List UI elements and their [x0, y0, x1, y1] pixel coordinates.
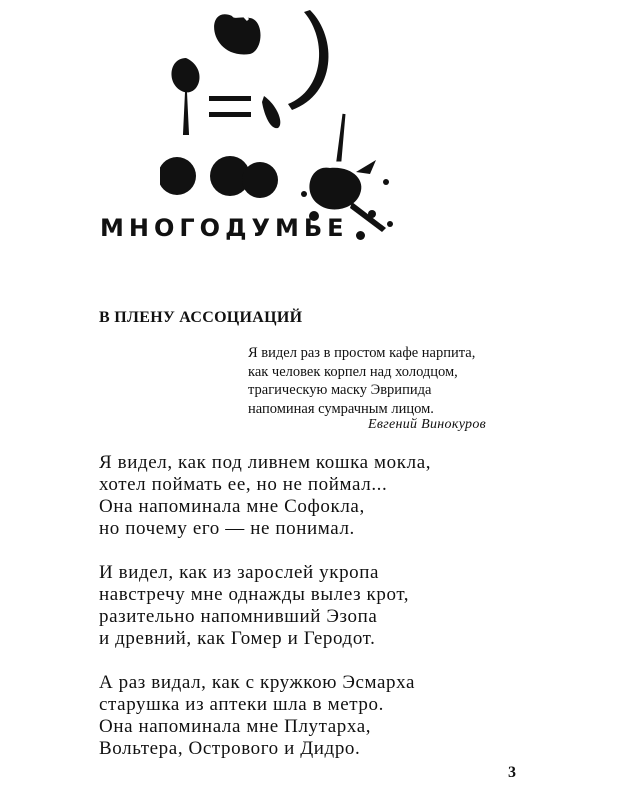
poem [99, 452, 539, 782]
poem-line: разительно напомнивший Эзопа [99, 606, 378, 627]
poem-line: но почему его — не понимал. [99, 518, 355, 539]
poem-line: Она напоминала мне Плутарха, [99, 716, 372, 737]
header-dot-icon [356, 231, 365, 240]
poem-line: и древний, как Гомер и Геродот. [99, 628, 376, 649]
poem-line: А раз видал, как с кружкою Эсмарха [99, 672, 416, 693]
poem-line: И видел, как из зарослей укропа [99, 562, 380, 583]
poem-line: Я видел, как под ливнем кошка мокла, [99, 452, 432, 473]
epigraph-line: Я видел раз в простом кафе нарпита, [248, 345, 476, 361]
epigraph-line: трагическую маску Эврипида [248, 382, 432, 398]
page-number: 3 [508, 764, 516, 781]
stanza [99, 452, 539, 540]
header-title: МНОГОДУМЬЕ [100, 214, 349, 242]
stanza [99, 562, 539, 650]
epigraph-author: Евгений Винокуров [368, 417, 487, 432]
poem-line: Она напоминала мне Софокла, [99, 496, 365, 517]
epigraph-line: напоминая сумрачным лицом. [248, 400, 434, 417]
epigraph-line: как человек корпел над холодцом, [248, 363, 458, 380]
epigraph [248, 344, 538, 418]
poem-line: Вольтера, Острового и Дидро. [99, 738, 361, 759]
article-title: В ПЛЕНУ АССОЦИАЦИЙ [99, 309, 303, 326]
poem-line: старушка из аптеки шла в метро. [99, 694, 384, 715]
poem-line: хотел поймать ее, но не поймал... [99, 474, 388, 495]
poem-line: навстречу мне однажды вылез крот, [99, 584, 410, 605]
stanza [99, 672, 539, 760]
